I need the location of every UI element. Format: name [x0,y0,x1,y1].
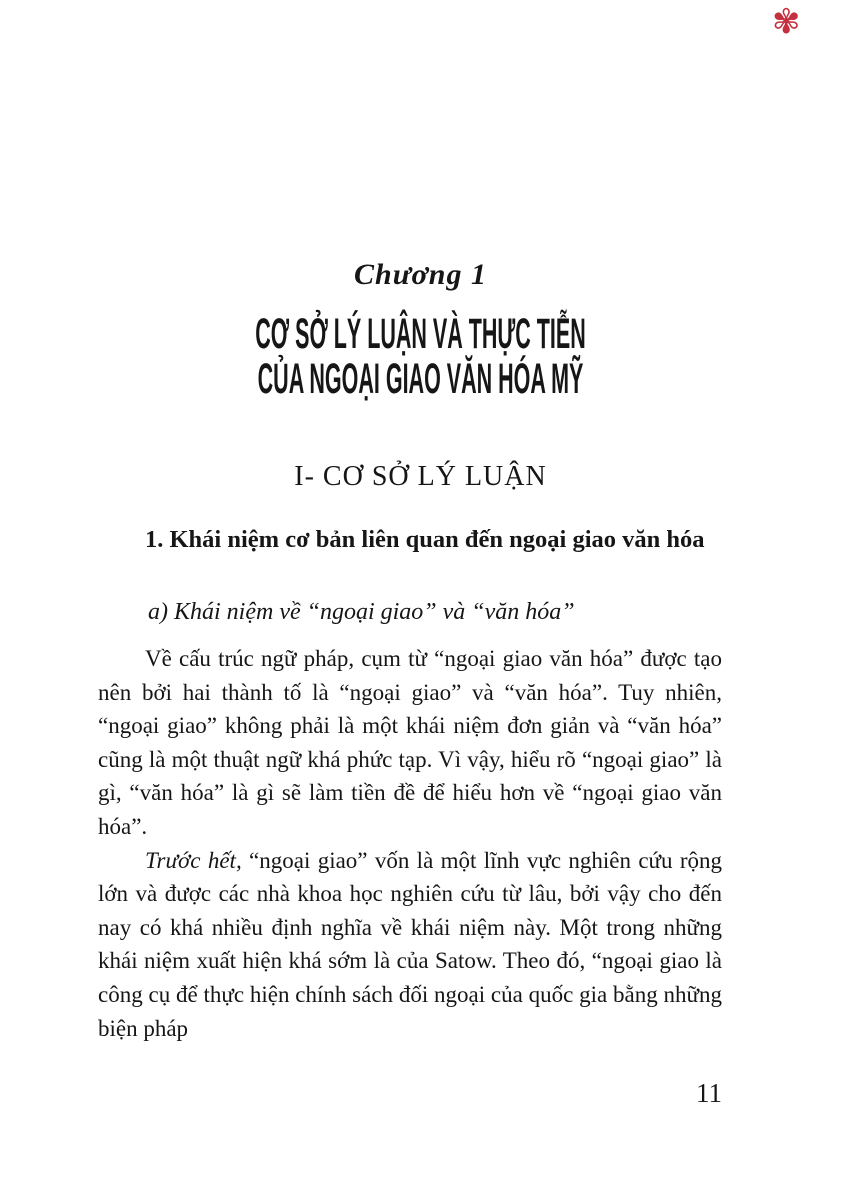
chapter-title [0,312,841,402]
body-text [98,642,722,1045]
paragraph-2 [98,844,722,1046]
flower-ornament-icon: ✾ [772,2,801,42]
item-heading: a) Khái niệm về “ngoại giao” và “văn hóa” [148,599,575,625]
paragraph-2-body: “ngoại giao” vốn là một lĩnh vực nghiên cứu rộng lớn và được các nhà khoa học nghiên cứu từ lâu, bởi vậy cho đến nay có khá nhiều định nghĩa về khái niệm này. Một trong những khái niệm xuất hiện khá sớm là của Satow. Theo đó, “ngoại giao là công cụ để thực hiện chính sách đối ngoại của quốc gia bằng những biện pháp [98,847,722,1041]
chapter-title-line-2: CỦA NGOẠI GIAO VĂN HÓA MỸ [257,355,584,403]
section-heading: I- CƠ SỞ LÝ LUẬN [294,461,547,492]
chapter-label: Chương 1 [354,258,487,291]
paragraph-1: Về cấu trúc ngữ pháp, cụm từ “ngoại giao văn hóa” được tạo nên bởi hai thành tố là “ngoại giao” và “văn hóa”. Tuy nhiên, “ngoại giao” không phải là một khái niệm đơn giản và “văn hóa” cũng là một thuật ngữ khá phức tạp. Vì vậy, hiểu rõ “ngoại giao” là gì, “văn hóa” là gì sẽ làm tiền đề để hiểu hơn về “ngoại giao văn hóa”. [98,646,722,839]
subsection-heading: 1. Khái niệm cơ bản liên quan đến ngoại giao văn hóa [145,526,705,553]
chapter-title-line-1: CƠ SỞ LÝ LUẬN VÀ THỰC TIỄN [255,310,586,358]
paragraph-2-lead-in: Trước hết, [145,847,242,873]
page-number: 11 [696,1078,722,1108]
